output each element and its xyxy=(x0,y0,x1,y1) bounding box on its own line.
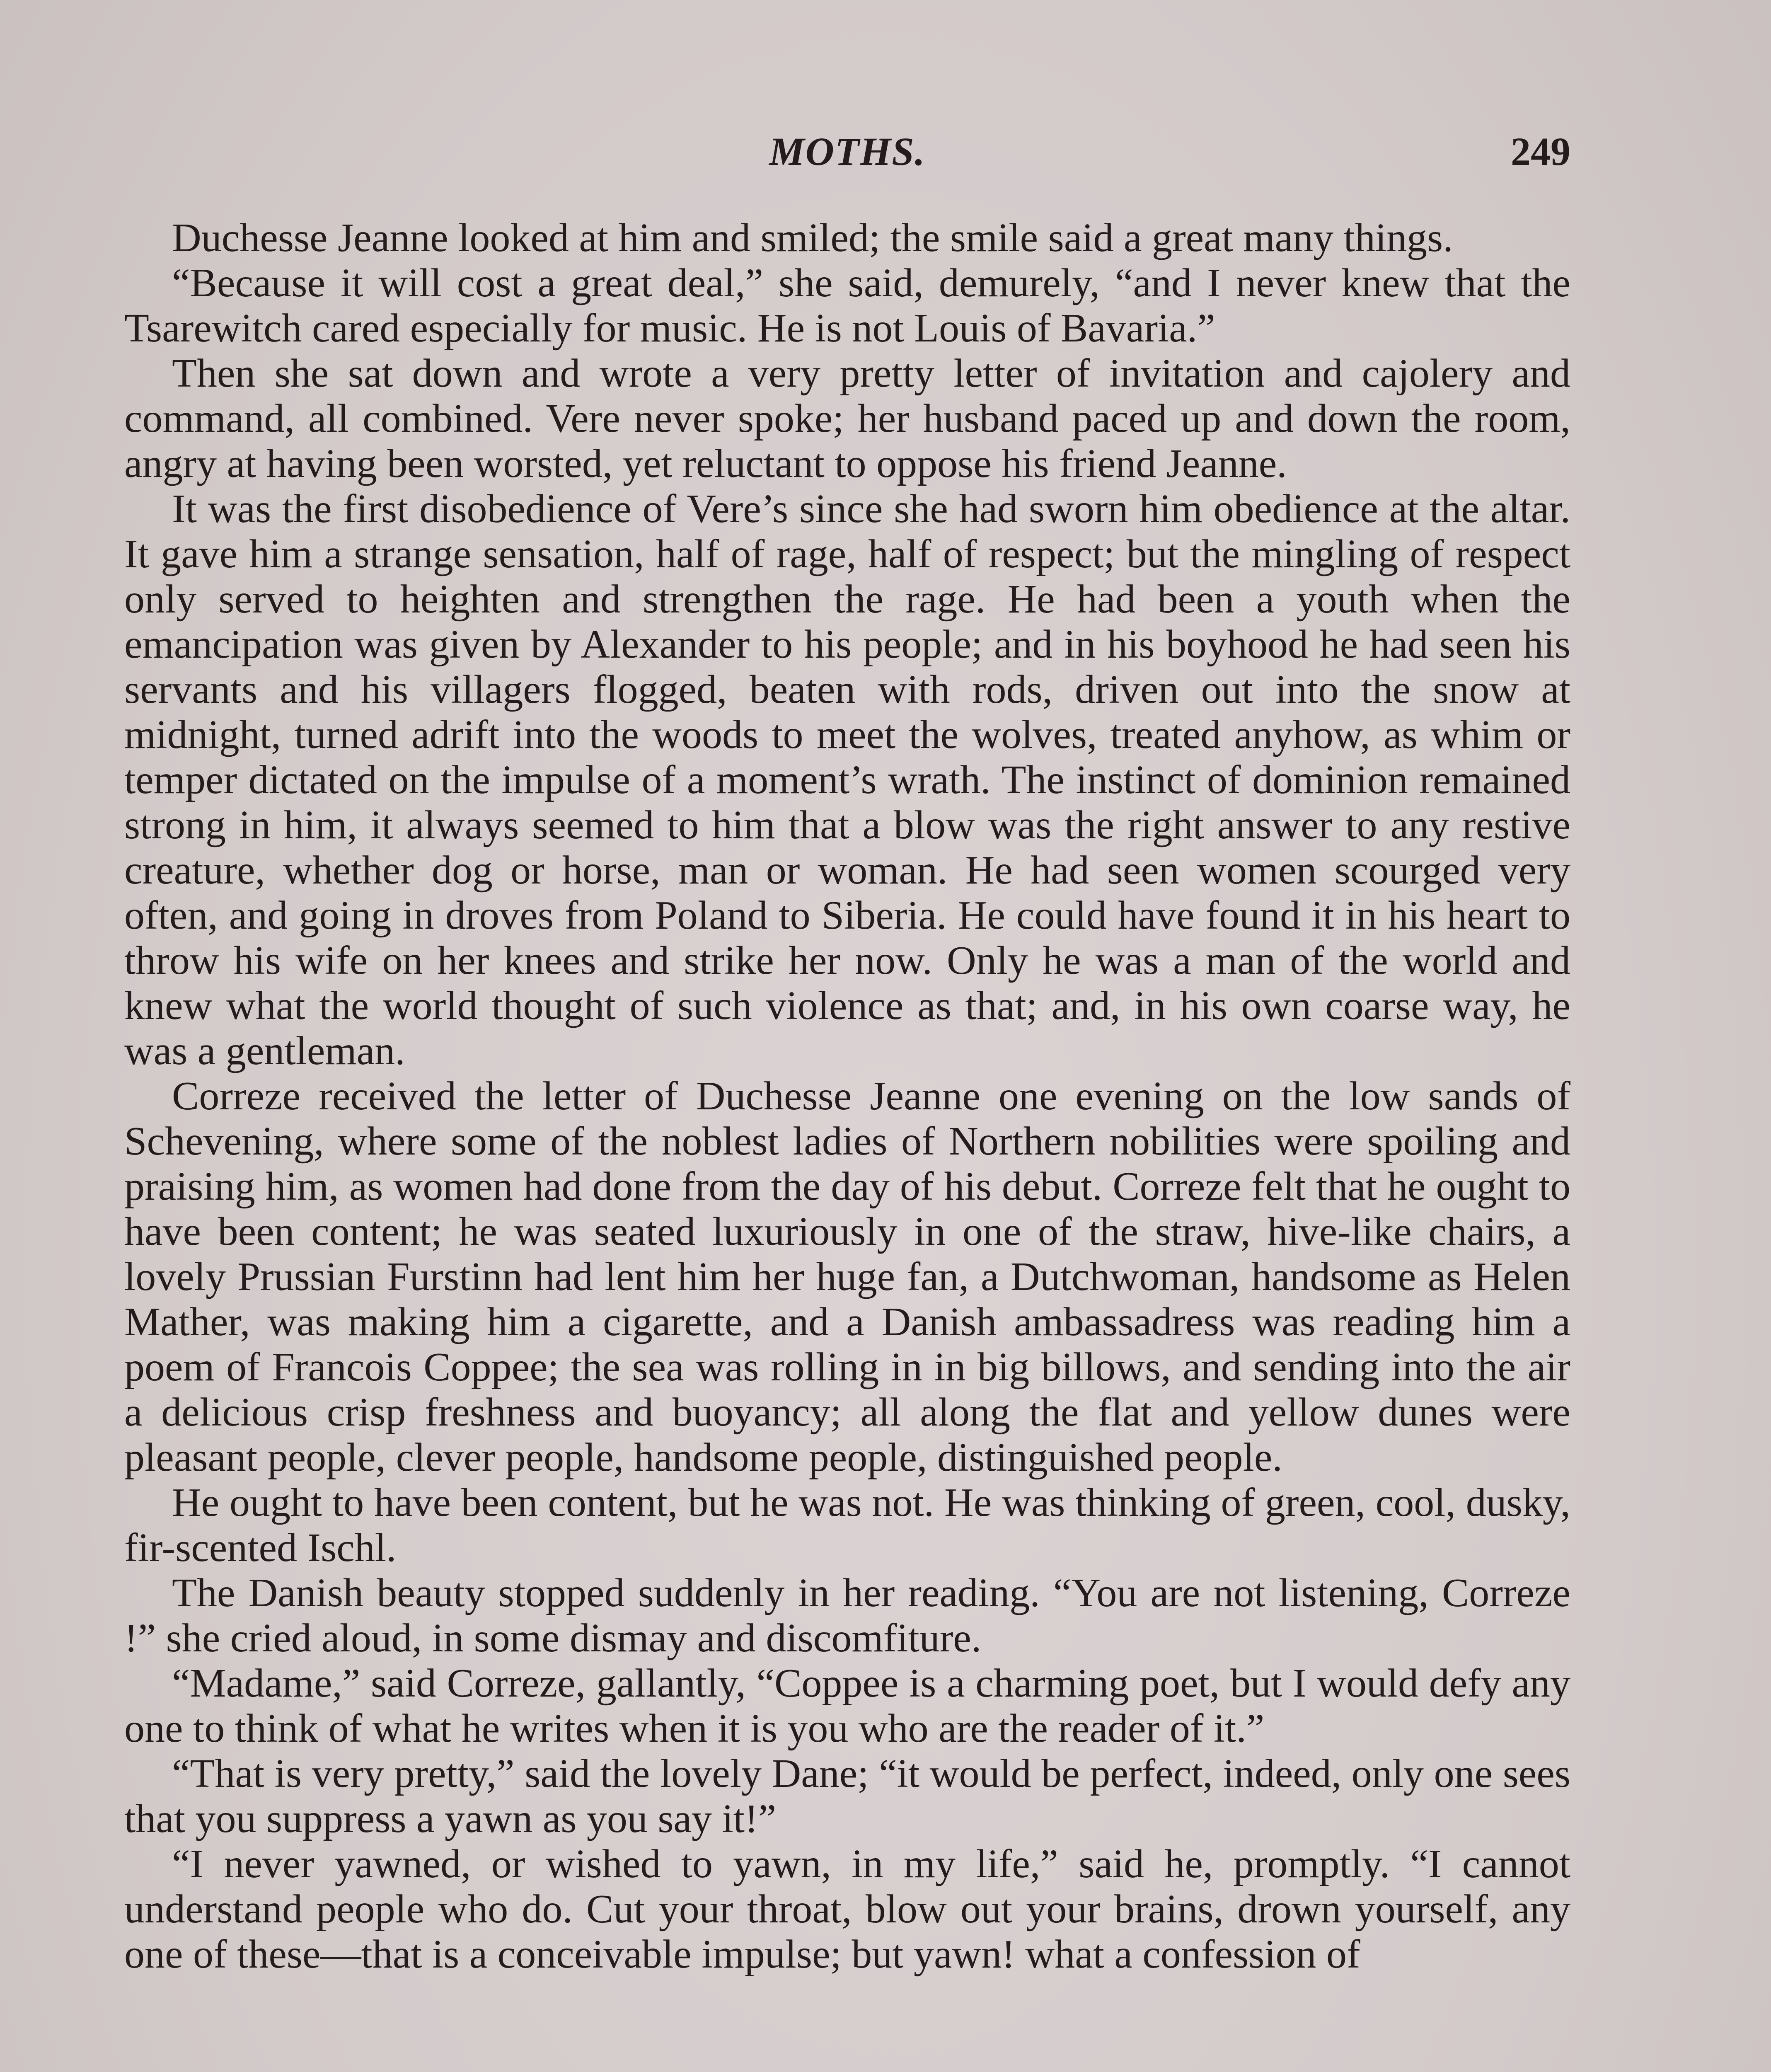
paragraph: “That is very pretty,” said the lovely Dane; “it would be perfect, indeed, only one sees that you suppress a yawn as you say it!” xyxy=(124,1751,1570,1841)
paragraph: “Because it will cost a great deal,” she said, demurely, “and I never knew that the Tsarewitch cared especially for music. He is not Louis of Bavaria.” xyxy=(124,261,1570,351)
page-header xyxy=(124,124,1570,191)
running-title: MOTHS. xyxy=(769,129,926,174)
paragraph: “I never yawned, or wished to yawn, in my life,” said he, promptly. “I cannot understand people who do. Cut your throat, blow out your brains, drown yourself, any one of these—that is a conceivable impulse; but yawn! what a confession of xyxy=(124,1842,1570,1977)
paragraph: It was the first disobedience of Vere’s since she had sworn him obedience at the altar. It gave him a strange sensation, half of rage, half of respect; but the mingling of respect only served to heighten and strengthen the rage. He had been a youth when the emancipation was given by Alexander to his people; and in his boyhood he had seen his servants and his villagers flogged, beaten with rods, driven out into the snow at midnight, turned adrift into the woods to meet the wolves, treated anyhow, as whim or temper dictated on the impulse of a moment’s wrath. The instinct of dominion remained strong in him, it always seemed to him that a blow was the right answer to any restive creature, whether dog or horse, man or woman. He had seen women scourged very often, and going in droves from Poland to Siberia. He could have found it in his heart to throw his wife on her knees and strike her now. Only he was a man of the world and knew what the world thought of such violence as that; and, in his own coarse way, he was a gentleman. xyxy=(124,487,1570,1073)
paragraph: Correze received the letter of Duchesse Jeanne one evening on the low sands of Schevening, where some of the noblest ladies of Northern nobilities were spoiling and praising him, as women had done from the day of his debut. Correze felt that he ought to have been content; he was seated luxuriously in one of the straw, hive-like chairs, a lovely Prussian Furstinn had lent him her huge fan, a Dutchwoman, handsome as Helen Mather, was making him a cigarette, and a Danish ambassadress was reading him a poem of Francois Coppee; the sea was rolling in in big billows, and sending into the air a delicious crisp freshness and buoyancy; all along the flat and yellow dunes were pleasant people, clever people, handsome people, distinguished people. xyxy=(124,1074,1570,1480)
paragraph: “Madame,” said Correze, gallantly, “Coppee is a charming poet, but I would defy any one to think of what he writes when it is you who are the reader of it.” xyxy=(124,1661,1570,1751)
body-text xyxy=(124,215,1570,1977)
paragraph: The Danish beauty stopped suddenly in her reading. “You are not listening, Correze !” she cried aloud, in some dismay and discomfiture. xyxy=(124,1571,1570,1661)
page-number: 249 xyxy=(1511,129,1570,174)
paragraph: Duchesse Jeanne looked at him and smiled; the smile said a great many things. xyxy=(172,215,1453,260)
paragraph: He ought to have been content, but he was not. He was thinking of green, cool, dusky, fir-scented Ischl. xyxy=(124,1480,1570,1570)
paragraph: Then she sat down and wrote a very pretty letter of invitation and cajolery and command, all combined. Vere never spoke; her husband paced up and down the room, angry at having been worsted, yet reluctant to oppose his friend Jeanne. xyxy=(124,351,1570,486)
